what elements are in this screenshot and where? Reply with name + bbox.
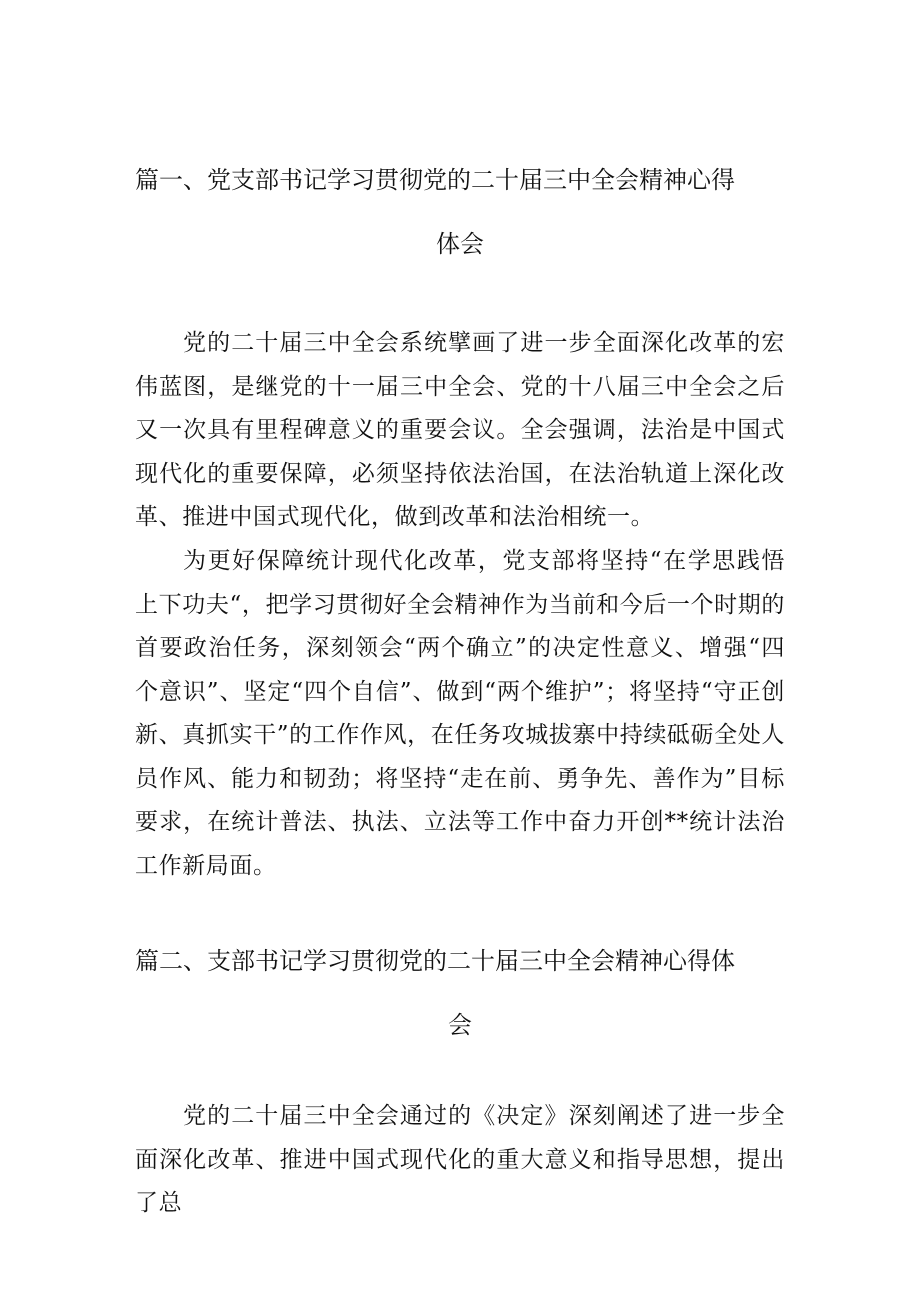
section-1-heading-line1: 篇一、党支部书记学习贯彻党的二十届三中全会精神心得 [135,166,735,194]
section-2-heading-line2: 会 [448,1011,472,1039]
section-1-paragraph-1: 党的二十届三中全会系统擘画了进一步全面深化改革的宏伟蓝图，是继党的十一届三中全会、党的十八届三中全会之后又一次具有里程碑意义的重要会议。全会强调，法治是中国式现代化的重要保障，必须坚持依法治国，在法治轨道上深化改革、推进中国式现代化，做到改革和法治相统一。 [135,330,785,530]
section-2-heading [135,929,785,1057]
section-2-heading-line1: 篇二、支部书记学习贯彻党的二十届三中全会精神心得体 [135,947,735,975]
section-2-paragraph-1: 党的二十届三中全会通过的《决定》深刻阐述了进一步全面深化改革、推进中国式现代化的重大意义和指导思想，提出了总 [135,1103,785,1216]
section-1-heading-line2: 体会 [436,230,484,258]
section-1-heading [135,148,785,276]
section-1-paragraph-2: 为更好保障统计现代化改革，党支部将坚持“在学思践悟上下功夫“，把学习贯彻好全会精神作为当前和今后一个时期的首要政治任务，深刻领会“两个确立”的决定性意义、增强“四个意识”、坚定“四个自信”、做到“两个维护”；将坚持“守正创新、真抓实干”的工作作风，在任务攻城拔寨中持续砥砺全处人员作风、能力和韧劲；将坚持“走在前、勇争先、善作为”目标要求，在统计普法、执法、立法等工作中奋力开创**统计法治工作新局面。 [135,548,785,879]
